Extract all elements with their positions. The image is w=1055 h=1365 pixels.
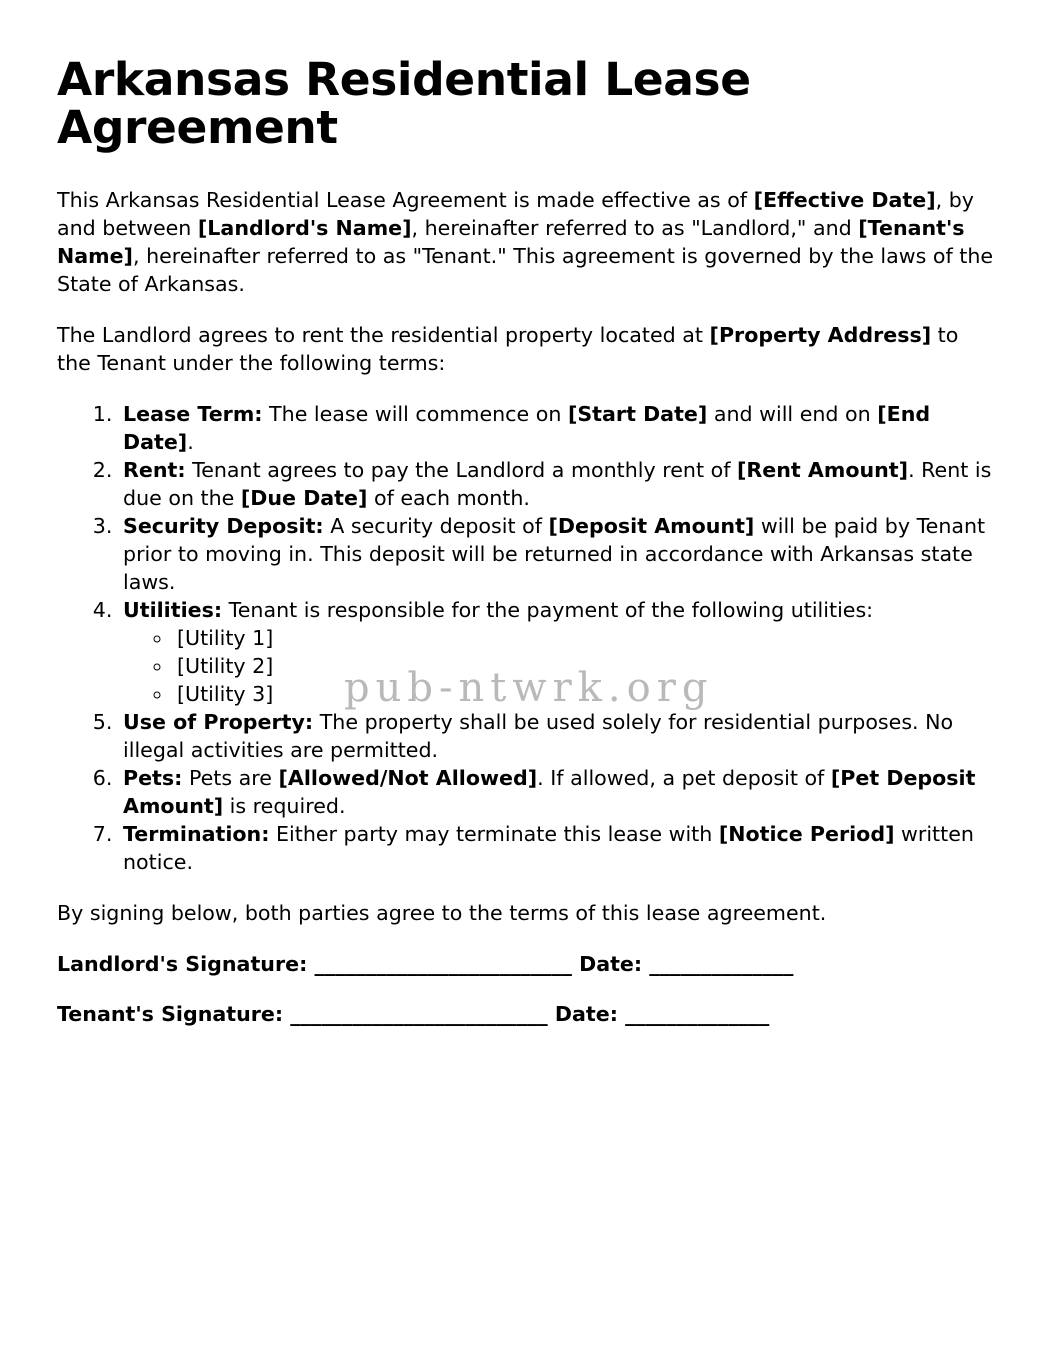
signature-line[interactable]: _________________________ bbox=[307, 951, 580, 976]
term-text-1: Tenant is responsible for the payment of the following utilities: bbox=[222, 597, 874, 622]
term-text-3: of each month. bbox=[367, 485, 530, 510]
term-placeholder-2: [Pet Deposit Amount] bbox=[123, 765, 976, 818]
utility-item: ◦ [Utility 3] bbox=[173, 680, 998, 708]
term-heading: Pets: bbox=[123, 765, 183, 790]
term-heading: Termination: bbox=[123, 821, 270, 846]
landlord-name-placeholder: [Landlord's Name] bbox=[197, 215, 412, 240]
term-item bbox=[119, 708, 998, 764]
term-text-2: written notice. bbox=[123, 821, 974, 874]
intro-text-3: , hereinafter referred to as "Landlord," and bbox=[411, 215, 859, 240]
term-text-1: Pets are bbox=[182, 765, 279, 790]
term-item bbox=[119, 820, 998, 876]
term-placeholder-1: [Notice Period] bbox=[718, 821, 895, 846]
date-label: Date: bbox=[554, 1001, 618, 1026]
term-placeholder-1: [Allowed/Not Allowed] bbox=[278, 765, 538, 790]
term-text-3: is required. bbox=[223, 793, 346, 818]
intro-text-4: , hereinafter referred to as "Tenant." This agreement is governed by the laws of the State of Arkansas. bbox=[57, 243, 994, 296]
term-text-2: and will end on bbox=[707, 401, 878, 426]
tenant-name-placeholder: [Tenant's Name] bbox=[57, 215, 965, 268]
intro-text-1: This Arkansas Residential Lease Agreement is made effective as of bbox=[57, 187, 754, 212]
signature-row bbox=[57, 1000, 998, 1028]
utilities-sublist bbox=[123, 624, 998, 711]
term-placeholder-1: [Start Date] bbox=[567, 401, 708, 426]
term-heading: Utilities: bbox=[123, 597, 223, 622]
signature-label: Tenant's Signature: bbox=[57, 1001, 284, 1026]
term-placeholder-1: [Rent Amount] bbox=[737, 457, 909, 482]
term-text-1: The property shall be used solely for residential purposes. No illegal activities are permitted. bbox=[123, 709, 954, 762]
term-item bbox=[119, 400, 998, 456]
term-item bbox=[119, 512, 998, 596]
term-text-3: . bbox=[187, 429, 194, 454]
date-line[interactable]: ______________ bbox=[642, 951, 794, 976]
signature-row bbox=[57, 950, 998, 978]
term-text-2: will be paid by Tenant prior to moving in. This deposit will be returned in accordance with Arkansas state laws. bbox=[123, 513, 986, 594]
term-text-1: A security deposit of bbox=[323, 513, 549, 538]
term-placeholder-2: [End Date] bbox=[123, 401, 931, 454]
effective-date-placeholder: [Effective Date] bbox=[753, 187, 936, 212]
property-address-placeholder: [Property Address] bbox=[709, 322, 932, 347]
term-heading: Rent: bbox=[123, 457, 186, 482]
intro-text-2: , by and between bbox=[57, 187, 974, 240]
term-placeholder-2: [Due Date] bbox=[240, 485, 368, 510]
term-heading: Use of Property: bbox=[123, 709, 314, 734]
signature-line[interactable]: _________________________ bbox=[283, 1001, 555, 1026]
watermark-text: pub-ntwrk.org bbox=[344, 665, 714, 711]
signing-paragraph: By signing below, both parties agree to the terms of this lease agreement. bbox=[57, 900, 827, 925]
property-text-1: The Landlord agrees to rent the residential property located at bbox=[57, 322, 710, 347]
term-heading: Security Deposit: bbox=[123, 513, 324, 538]
term-heading: Lease Term: bbox=[123, 401, 263, 426]
lease-terms-list bbox=[57, 400, 998, 876]
property-text-2: to the Tenant under the following terms: bbox=[57, 322, 959, 375]
utility-item: ◦ [Utility 2] bbox=[173, 652, 998, 680]
utility-item: ◦ [Utility 1] bbox=[173, 624, 998, 652]
term-text-2: . Rent is due on the bbox=[123, 457, 992, 510]
term-text-1: Tenant agrees to pay the Landlord a monthly rent of bbox=[185, 457, 738, 482]
date-label: Date: bbox=[579, 951, 643, 976]
term-text-1: Either party may terminate this lease with bbox=[269, 821, 719, 846]
term-text-2: . If allowed, a pet deposit of bbox=[537, 765, 831, 790]
property-paragraph bbox=[57, 321, 998, 377]
signature-label: Landlord's Signature: bbox=[57, 951, 308, 976]
term-placeholder-1: [Deposit Amount] bbox=[548, 513, 755, 538]
date-line[interactable]: ______________ bbox=[617, 1001, 770, 1026]
term-item bbox=[119, 764, 998, 820]
term-item bbox=[119, 456, 998, 512]
signature-block bbox=[57, 950, 998, 1028]
intro-paragraph bbox=[57, 186, 998, 298]
term-text-1: The lease will commence on bbox=[262, 401, 568, 426]
term-item bbox=[119, 596, 998, 711]
page-title: Arkansas Residential Lease Agreement bbox=[57, 53, 751, 154]
